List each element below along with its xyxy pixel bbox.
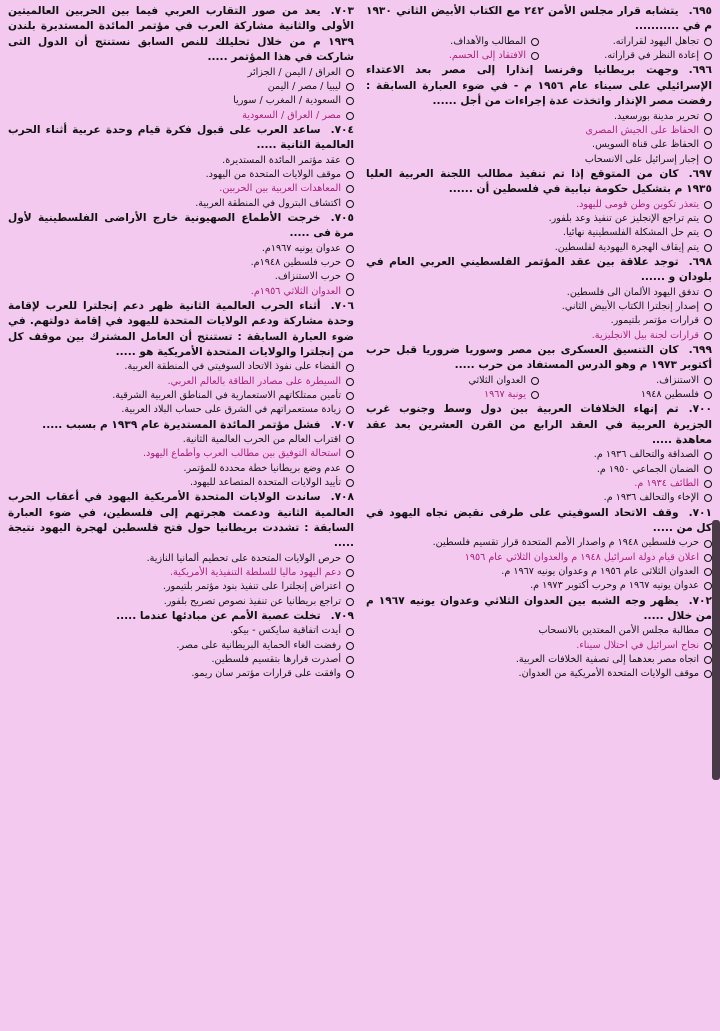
radio-circle-icon[interactable] [531,377,539,385]
left-column [6,4,360,1031]
answer-option-label: العراق / اليمن / الجزائر [247,66,341,78]
answer-option[interactable] [8,360,354,374]
radio-circle-icon[interactable] [346,112,354,120]
radio-circle-icon[interactable] [346,479,354,487]
answer-options [366,198,712,255]
radio-circle-icon[interactable] [346,436,354,444]
answer-option-label: الضمان الجماعي ١٩٥٠ م. [596,463,699,475]
radio-circle-icon[interactable] [346,185,354,193]
question-block [366,343,712,402]
answer-option-label: يتم إيقاف الهجرة اليهودية لفلسطين. [554,241,699,253]
question-block [8,123,354,211]
answer-option[interactable] [8,285,354,299]
answer-option[interactable] [366,110,712,124]
question-block [366,255,712,343]
answer-option[interactable] [539,35,712,49]
radio-circle-icon[interactable] [346,642,354,650]
answer-option[interactable] [8,624,354,638]
radio-circle-icon[interactable] [531,38,539,46]
answer-option-label: الإخاء والتحالف ١٩٣٦ م. [603,492,699,504]
question-text [366,506,712,537]
answer-option[interactable] [366,667,712,681]
question-stem: وقف الاتحاد السوفيتي على طرفى نقيض تجاه اليهود في كل من ..... [366,506,712,535]
answer-option-label: يتم تراجع الإنجليز عن تنفيذ وعد بلفور. [548,212,699,224]
answer-option[interactable] [366,491,712,505]
question-block [8,211,354,299]
answer-option[interactable] [366,388,539,402]
radio-circle-icon[interactable] [346,392,354,400]
radio-circle-icon[interactable] [531,391,539,399]
answer-option[interactable] [8,66,354,80]
radio-circle-icon[interactable] [704,568,712,576]
answer-option-label: موقف الولايات المتحدة من اليهود. [205,168,341,180]
question-number: ٧٠٣. [330,5,354,17]
question-text [366,594,712,625]
answer-option-label: تراجع بريطانيا عن تنفيذ نصوص تصريح بلفور. [163,595,341,607]
answer-option-label: الاستنزاف. [656,374,699,386]
question-stem: أثناء الحرب العالمية الثانية ظهر دعم إنجلترا للعرب لإقامة وحدة مشاركة ودعم الولايات المتحدة لليهود في إقامة دولتهم. في ضوء العبارة السابقة : تستنتج أن العامل المشترك بين موقف كل من إنجلترا والولايات المتحدة الأمريكية هو ..... [8,299,354,359]
question-text [8,4,354,66]
question-number: ٧٠١. [688,506,712,519]
answer-option-label: مطالبة مجلس الأمن المعتدين بالانسحاب [538,625,699,637]
answer-option-label: تحرير مدينة بورسعيد. [613,110,699,122]
radio-circle-icon[interactable] [704,494,712,502]
answer-option-label: حرب الاستنزاف. [274,271,341,283]
radio-circle-icon[interactable] [704,377,712,385]
answer-option-label: موقف الولايات المتحدة الأمريكية من العدوان. [518,668,699,680]
radio-circle-icon[interactable] [346,555,354,563]
answer-options [8,360,354,417]
question-text [366,255,712,286]
radio-circle-icon[interactable] [346,450,354,458]
question-number: ٧٠٠. [688,403,712,416]
question-stem: وجهت بريطانيا وفرنسا إنذارا إلى مصر بعد الاعتداء الإسرائيلي على سيناء عام ١٩٥٦ م - في ضوء العبارة السابقة : رفضت مصر الإنذار واتخذت عدة إجراءات من أجل ...... [366,64,712,108]
question-text [366,63,712,109]
scrollbar-thumb[interactable] [712,520,720,780]
question-text [366,343,712,374]
answer-option[interactable] [366,579,712,593]
answer-option-label: دعم اليهود ماليا للسلطة التنفيذية الأمريكية. [169,567,341,579]
answer-option-label: تجاهل اليهود لقراراته. [612,35,699,47]
question-block [8,609,354,682]
answer-option[interactable] [366,212,712,226]
answer-option[interactable] [8,580,354,594]
answer-option[interactable] [8,447,354,461]
answer-option-label: عقد مؤتمر المائدة المستديرة. [222,154,341,166]
answer-options [366,624,712,681]
question-text [8,490,354,552]
answer-option-label: السعودية / المغرب / سوريا [233,95,341,107]
answer-options [8,552,354,609]
answer-option[interactable] [8,667,354,681]
question-block [8,299,354,418]
answer-option-label: عدم وضع بريطانيا خطة محددة للمؤتمر. [183,462,341,474]
answer-option[interactable] [366,374,539,388]
answer-option[interactable] [366,624,712,638]
answer-option[interactable] [8,566,354,580]
answer-option[interactable] [366,241,712,255]
question-stem: يعد من صور التقارب العربي فيما بين الحربين العالميتين الأولى والثانية مشاركة العرب في مؤتمر المائدة المستديرة بلندن ١٩٣٩ م من خلال تحليلك للنص السابق نستنتج أن الدول التى شاركت في هذا المؤتمر ..... [8,5,354,64]
answer-option[interactable] [366,639,712,653]
radio-circle-icon[interactable] [704,670,712,678]
answer-option-label: القضاء على نفوذ الاتحاد السوفيتي في المنطقة العربية. [124,361,341,373]
answer-option[interactable] [366,329,712,343]
answer-option[interactable] [8,242,354,256]
answer-option-label: تدفق اليهود الألمان الى فلسطين. [566,286,699,298]
answer-option-label: العدوان الثلاثي [468,374,526,386]
radio-circle-icon[interactable] [704,289,712,297]
answer-option-label: عدوان يونيه ١٩٦٧ م وحرب أكتوبر ١٩٧٣ م. [530,580,699,592]
radio-circle-icon[interactable] [346,273,354,281]
answer-option-label: أصدرت قرارها بتقسيم فلسطين. [211,654,341,666]
radio-circle-icon[interactable] [346,259,354,267]
answer-options [366,110,712,167]
answer-options [8,624,354,681]
radio-circle-icon[interactable] [704,554,712,562]
answer-option[interactable] [366,448,712,462]
radio-circle-icon[interactable] [704,332,712,340]
answer-option[interactable] [366,463,712,477]
question-text [366,4,712,35]
answer-option[interactable] [8,476,354,490]
radio-circle-icon[interactable] [346,584,354,592]
answer-option[interactable] [366,653,712,667]
radio-circle-icon[interactable] [346,628,354,636]
radio-circle-icon[interactable] [704,201,712,209]
answer-option-label: ليبيا / مصر / اليمن [267,80,341,92]
answer-options [366,448,712,505]
radio-circle-icon[interactable] [346,83,354,91]
radio-circle-icon[interactable] [704,141,712,149]
radio-circle-icon[interactable] [704,480,712,488]
answer-option-label: الصداقة والتحالف ١٩٣٦ م. [593,449,699,461]
radio-circle-icon[interactable] [346,245,354,253]
question-stem: فشل مؤتمر المائدة المستديرة عام ١٩٣٩ م بسبب ..... [42,418,321,431]
answer-option-label: اكتشاف البترول في المنطقة العربية. [195,197,341,209]
answer-option-label: العدوان الثلاثي ١٩٥٦م. [250,285,341,297]
answer-option[interactable] [8,389,354,403]
answer-option[interactable] [366,124,712,138]
question-stem: تخلت عصبة الأمم عن مبادئها عندما ..... [116,610,321,623]
question-number: ٦٩٧. [688,167,712,180]
answer-option[interactable] [366,536,712,550]
radio-circle-icon[interactable] [346,670,354,678]
question-text [8,211,354,242]
answer-option-label: المعاهدات العربية بين الحربين. [219,183,341,195]
answer-option-label: نجاح اسرائيل في احتلال سيناء. [576,639,699,651]
question-number: ٧٠٨. [330,491,354,504]
answer-options [8,242,354,299]
question-text [366,167,712,198]
answer-option-label: عدوان يونيه ١٩٦٧م. [261,242,341,254]
question-block [8,418,354,491]
answer-option[interactable] [539,388,712,402]
question-number: ٧٠٥. [330,211,354,224]
answer-option[interactable] [366,138,712,152]
answer-option-label: السيطرة على مصادر الطاقة بالعالم العربي. [167,375,341,387]
radio-circle-icon[interactable] [704,317,712,325]
answer-option[interactable] [366,314,712,328]
question-block [366,4,712,63]
answer-option-label: تأمين ممتلكاتهم الاستعمارية في المناطق العربية الشرقية. [112,390,341,402]
radio-circle-icon[interactable] [346,656,354,664]
radio-circle-icon[interactable] [704,229,712,237]
radio-circle-icon[interactable] [704,628,712,636]
question-block [8,4,354,123]
answer-option[interactable] [366,286,712,300]
question-text [8,418,354,433]
answer-option-label: فلسطين ١٩٤٨ [640,388,699,400]
question-stem: كان من المتوقع إذا تم تنفيذ مطالب اللجنة العربية العليا ١٩٣٥ م بتشكيل حكومة نيابية في فلسطين أن ...... [366,167,712,196]
question-text [8,609,354,624]
question-text [366,402,712,448]
answer-option[interactable] [8,552,354,566]
question-number: ٦٩٨. [688,255,712,268]
question-number: ٧٠٧. [330,418,354,431]
answer-option[interactable] [539,49,712,63]
question-number: ٧٠٤. [330,123,354,136]
answer-option-label: اقتراب العالم من الحرب العالمية الثانية. [182,434,341,446]
answer-option[interactable] [539,374,712,388]
answer-option[interactable] [8,653,354,667]
radio-circle-icon[interactable] [346,69,354,77]
question-number: ٦٩٦. [688,64,712,77]
answer-options [8,66,354,123]
radio-circle-icon[interactable] [704,642,712,650]
answer-option[interactable] [8,375,354,389]
answer-option-label: اعتراض إنجلترا على تنفيذ بنود مؤتمر بلتيمور. [162,581,341,593]
answer-option-label: يونية ١٩٦٧ [483,388,526,400]
answer-option-label: اعلان قيام دولة اسرائيل ١٩٤٨ م والعدوان الثلاثي عام ١٩٥٦ [464,551,699,563]
answer-option[interactable] [8,168,354,182]
radio-circle-icon[interactable] [704,244,712,252]
answer-option[interactable] [8,639,354,653]
radio-circle-icon[interactable] [704,391,712,399]
question-number: ٧٠٩. [330,610,354,623]
answer-option-label: الحفاظ على الجيش المصرى [585,124,699,136]
answer-option-label: تأييد الولايات المتحدة المتصاعد لليهود. [189,476,341,488]
question-block [366,506,712,594]
answer-option-label: المطالب والأهداف. [450,35,526,47]
answer-option-label: رفضت الغاء الحماية البريطانية على مصر. [176,639,341,651]
radio-circle-icon[interactable] [346,157,354,165]
answer-option-label: العدوان الثلاثى عام ١٩٥٦ م وعدوان يونيه ١٩٦٧ م. [501,566,699,578]
radio-circle-icon[interactable] [346,569,354,577]
answer-option[interactable] [8,197,354,211]
answer-option[interactable] [8,462,354,476]
radio-circle-icon[interactable] [704,582,712,590]
question-number: ٧٠٦. [330,299,354,312]
question-block [366,594,712,682]
radio-circle-icon[interactable] [704,540,712,548]
answer-option-label: يتعذر تكوين وطن قومى لليهود. [576,198,699,210]
answer-option[interactable] [366,35,539,49]
question-stem: يظهر وجه الشبه بين العدوان الثلاثي وعدوان يونيه ١٩٦٧ م من خلال ..... [366,594,712,623]
answer-option-label: أيدت اتفاقية سايكس - بيكو. [230,625,341,637]
answer-option[interactable] [8,270,354,284]
radio-circle-icon[interactable] [346,288,354,296]
radio-circle-icon[interactable] [704,466,712,474]
right-column [360,4,714,1031]
answer-option-label: الطائف ١٩٣٤ م. [634,478,699,490]
question-stem: توجد علاقة بين عقد المؤتمر الفلسطيني العربي العام في بلودان و ...... [366,255,712,284]
answer-option[interactable] [8,154,354,168]
answer-option-label: قرارات مؤتمر بلتيمور. [610,315,699,327]
answer-option-label: مصر / العراق / السعودية [242,109,341,121]
question-stem: كان التنسيق العسكرى بين مصر وسوريا ضروريا قبل حرب أكتوبر ١٩٧٣ م وهو الدرس المستفاد من حرب ..... [366,343,712,372]
answer-option[interactable] [8,595,354,609]
answer-option[interactable] [366,226,712,240]
question-number: ٦٩٥. [688,5,713,17]
question-block [366,402,712,505]
answer-option[interactable] [8,433,354,447]
question-block [8,490,354,609]
radio-circle-icon[interactable] [346,406,354,414]
radio-circle-icon[interactable] [346,465,354,473]
answer-option[interactable] [366,300,712,314]
answer-option-label: وافقت على قرارات مؤتمر سان ريمو. [191,668,341,680]
answer-option[interactable] [8,80,354,94]
question-stem: يتشابه قرار مجلس الأمن ٢٤٢ مع الكتاب الأبيض الثاني ١٩٣٠ م في ........... [366,5,712,33]
answer-option-label: الحفاظ على قناة السويس. [592,139,699,151]
answer-option-label: حرب فلسطين ١٩٤٨م. [250,256,341,268]
answer-options [366,374,712,403]
radio-circle-icon[interactable] [346,598,354,606]
answer-option[interactable] [8,94,354,108]
radio-circle-icon[interactable] [346,364,354,372]
question-stem: تم إنهاء الخلافات العربية بين دول وسط وجنوب غرب الجزيرة العربية في العقد الرابع من القرن العشرين بعد عقد معاهدة ..... [366,403,712,447]
answer-option-label: يتم حل المشكلة الفلسطينية نهائيا. [562,227,699,239]
radio-circle-icon[interactable] [704,38,712,46]
question-stem: ساندت الولايات المتحدة الأمريكية اليهود في أعقاب الحرب العالمية الثانية ودعمت هجرتهم إلى فلسطين، في ضوء العبارة السابقة : تشددت بريطانيا حول فتح فلسطين لهجرة اليهود نتيجة ..... [8,491,354,550]
radio-circle-icon[interactable] [346,171,354,179]
answer-option[interactable] [366,565,712,579]
answer-options [366,35,712,64]
answer-option-label: الافتقاد إلى الحسم. [448,50,526,62]
answer-options [8,433,354,490]
answer-option[interactable] [8,182,354,196]
answer-option[interactable] [8,403,354,417]
answer-option-label: قرارات لجنة بيل الانجليزية. [591,329,699,341]
radio-circle-icon[interactable] [346,200,354,208]
question-text [8,123,354,154]
radio-circle-icon[interactable] [704,127,712,135]
question-number: ٧٠٢. [688,594,712,607]
radio-circle-icon[interactable] [704,303,712,311]
answer-option-label: استحالة التوفيق بين مطالب العرب وأطماع اليهود. [143,448,341,460]
radio-circle-icon[interactable] [704,215,712,223]
question-block [366,63,712,166]
answer-option[interactable] [8,109,354,123]
answer-option[interactable] [8,256,354,270]
answer-option-label: إعادة النظر في قراراته. [604,50,699,62]
question-text [8,299,354,361]
answer-option[interactable] [366,153,712,167]
answer-options [8,154,354,211]
answer-options [366,286,712,343]
answer-option[interactable] [366,198,712,212]
question-number: ٦٩٩. [688,343,712,356]
answer-option-label: حرص الولايات المتحدة على تحطيم ألمانيا النازية. [146,552,341,564]
answer-option[interactable] [366,477,712,491]
answer-option-label: إجبار إسرائيل على الانسحاب [584,153,699,165]
answer-option[interactable] [366,49,539,63]
radio-circle-icon[interactable] [704,452,712,460]
radio-circle-icon[interactable] [704,156,712,164]
radio-circle-icon[interactable] [704,52,712,60]
radio-circle-icon[interactable] [704,113,712,121]
answer-option-label: إصدار إنجلترا الكتاب الأبيض الثاني. [561,300,699,312]
answer-option-label: زيادة مستعمراتهم في الشرق على حساب البلاد العربية. [121,404,341,416]
answer-option-label: حرب فلسطين ١٩٤٨ م واصدار الأمم المتحدة قرار تقسيم فلسطين. [432,537,699,549]
answer-options [366,536,712,593]
question-block [366,167,712,255]
radio-circle-icon[interactable] [346,378,354,386]
answer-option[interactable] [366,551,712,565]
answer-option-label: اتجاه مصر بعدهما إلى تصفية الخلافات العربية. [515,654,699,666]
question-stem: خرجت الأطماع الصهيونية خارج الأراضى الفلسطينية لأول مرة فى ..... [8,211,354,240]
radio-circle-icon[interactable] [531,52,539,60]
question-stem: ساعد العرب على قبول فكرة قيام وحدة عربية أثناء الحرب العالمية الثانية ..... [8,123,354,152]
radio-circle-icon[interactable] [704,656,712,664]
radio-circle-icon[interactable] [346,97,354,105]
